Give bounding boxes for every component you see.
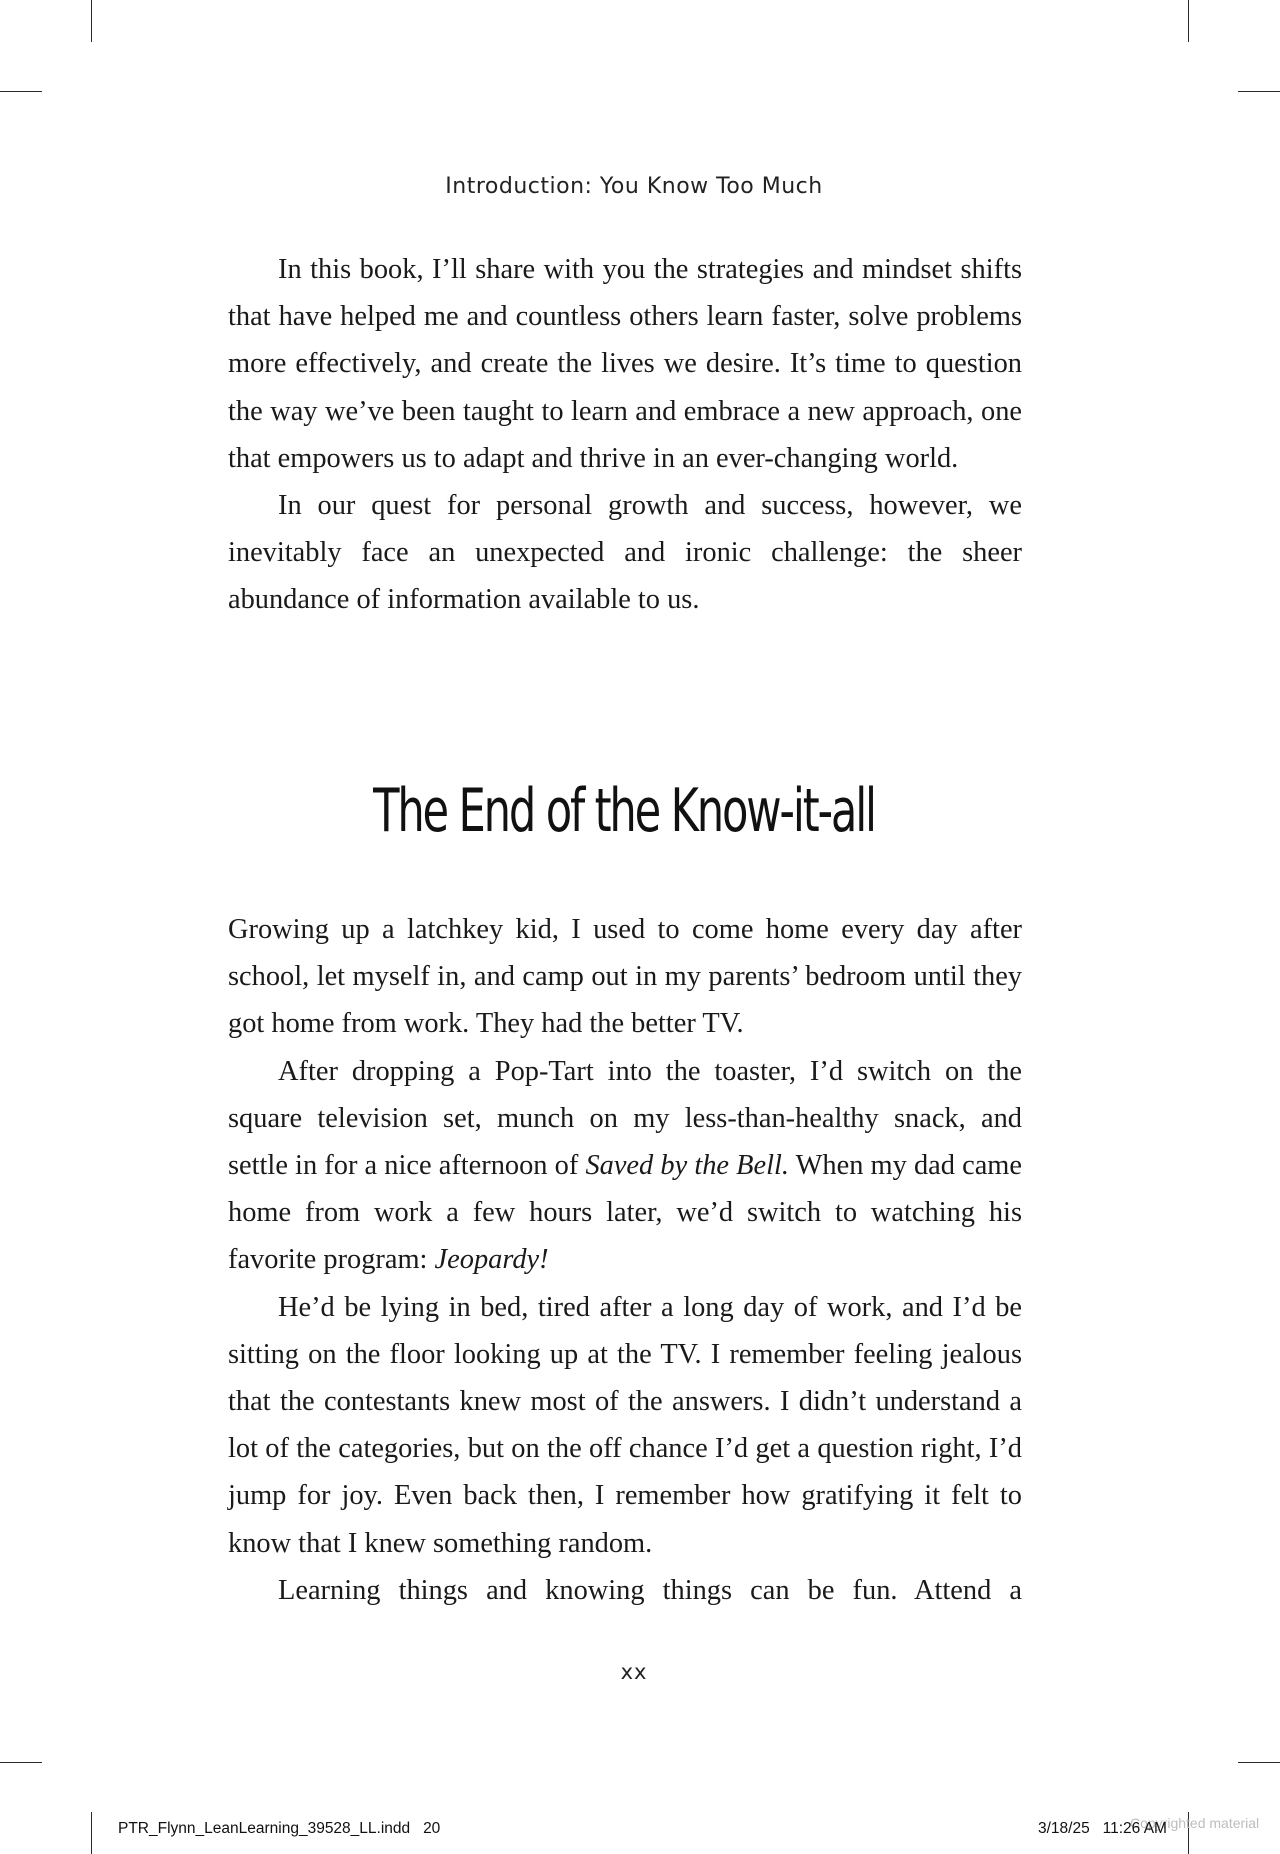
crop-mark-top-left	[91, 0, 92, 42]
page-number: xx	[620, 1660, 648, 1684]
crop-mark-bottom-left	[91, 1812, 92, 1854]
running-head: Introduction: You Know Too Much	[445, 174, 823, 199]
intro-paragraph: In our quest for personal growth and success, however, we inevitably face an unexpected and ironic challenge: the sheer abundance of information available to us.	[228, 490, 1022, 616]
story-paragraph	[228, 1048, 1022, 1284]
crop-mark-right-bottom	[1238, 1762, 1280, 1763]
story-text: When my dad came home from work a few hours later, we’d switch to watching his favorite program:	[228, 1150, 1022, 1276]
crop-mark-left-bottom	[0, 1762, 42, 1763]
program-title: Jeopardy!	[434, 1244, 549, 1276]
copyright-watermark: Copyrighted material	[1130, 1815, 1260, 1831]
story-text: After dropping a Pop-Tart into the toaster, I’d switch on the square television set, munch on my less-than-healthy snack, and settle in for a nice afternoon of	[228, 1055, 1022, 1182]
crop-mark-top-right	[1188, 0, 1189, 42]
slug-filename: PTR_Flynn_LeanLearning_39528_LL.indd 20	[118, 1820, 441, 1837]
intro-paragraph: In this book, I’ll share with you the strategies and mindset shifts that have helped me and countless others learn faster, solve problems more effectively, and create the lives we desire. It’s time to question the way we’ve been taught to learn and embrace a new approach, one that empowers us to adapt and thrive in an ever-changing world.	[228, 254, 1022, 474]
crop-mark-right-top	[1238, 91, 1280, 92]
intro-text-block	[228, 246, 1022, 624]
story-paragraph: He’d be lying in bed, tired after a long day of work, and I’d be sitting on the floor looking up at the TV. I remember feeling jealous that the contestants knew most of the answers. I didn’t understand a lot of the categories, but on the off chance I’d get a question right, I’d jump for joy. Even back then, I remember how gratifying it felt to know that I knew something random.	[228, 1291, 1022, 1559]
crop-mark-left-top	[0, 91, 42, 92]
story-text-block	[228, 906, 1022, 1614]
section-heading: The End of the Know-it-all	[373, 776, 875, 846]
slug-datetime: 3/18/25 11:26 AM	[1038, 1820, 1167, 1837]
story-paragraph: Growing up a latchkey kid, I used to come home every day after school, let myself in, and camp out in my parents’ bedroom until they got home from work. They had the better TV.	[228, 914, 1022, 1040]
story-paragraph: Learning things and knowing things can be fun. Attend a	[278, 1574, 1022, 1606]
show-title: Saved by the Bell.	[585, 1150, 789, 1182]
